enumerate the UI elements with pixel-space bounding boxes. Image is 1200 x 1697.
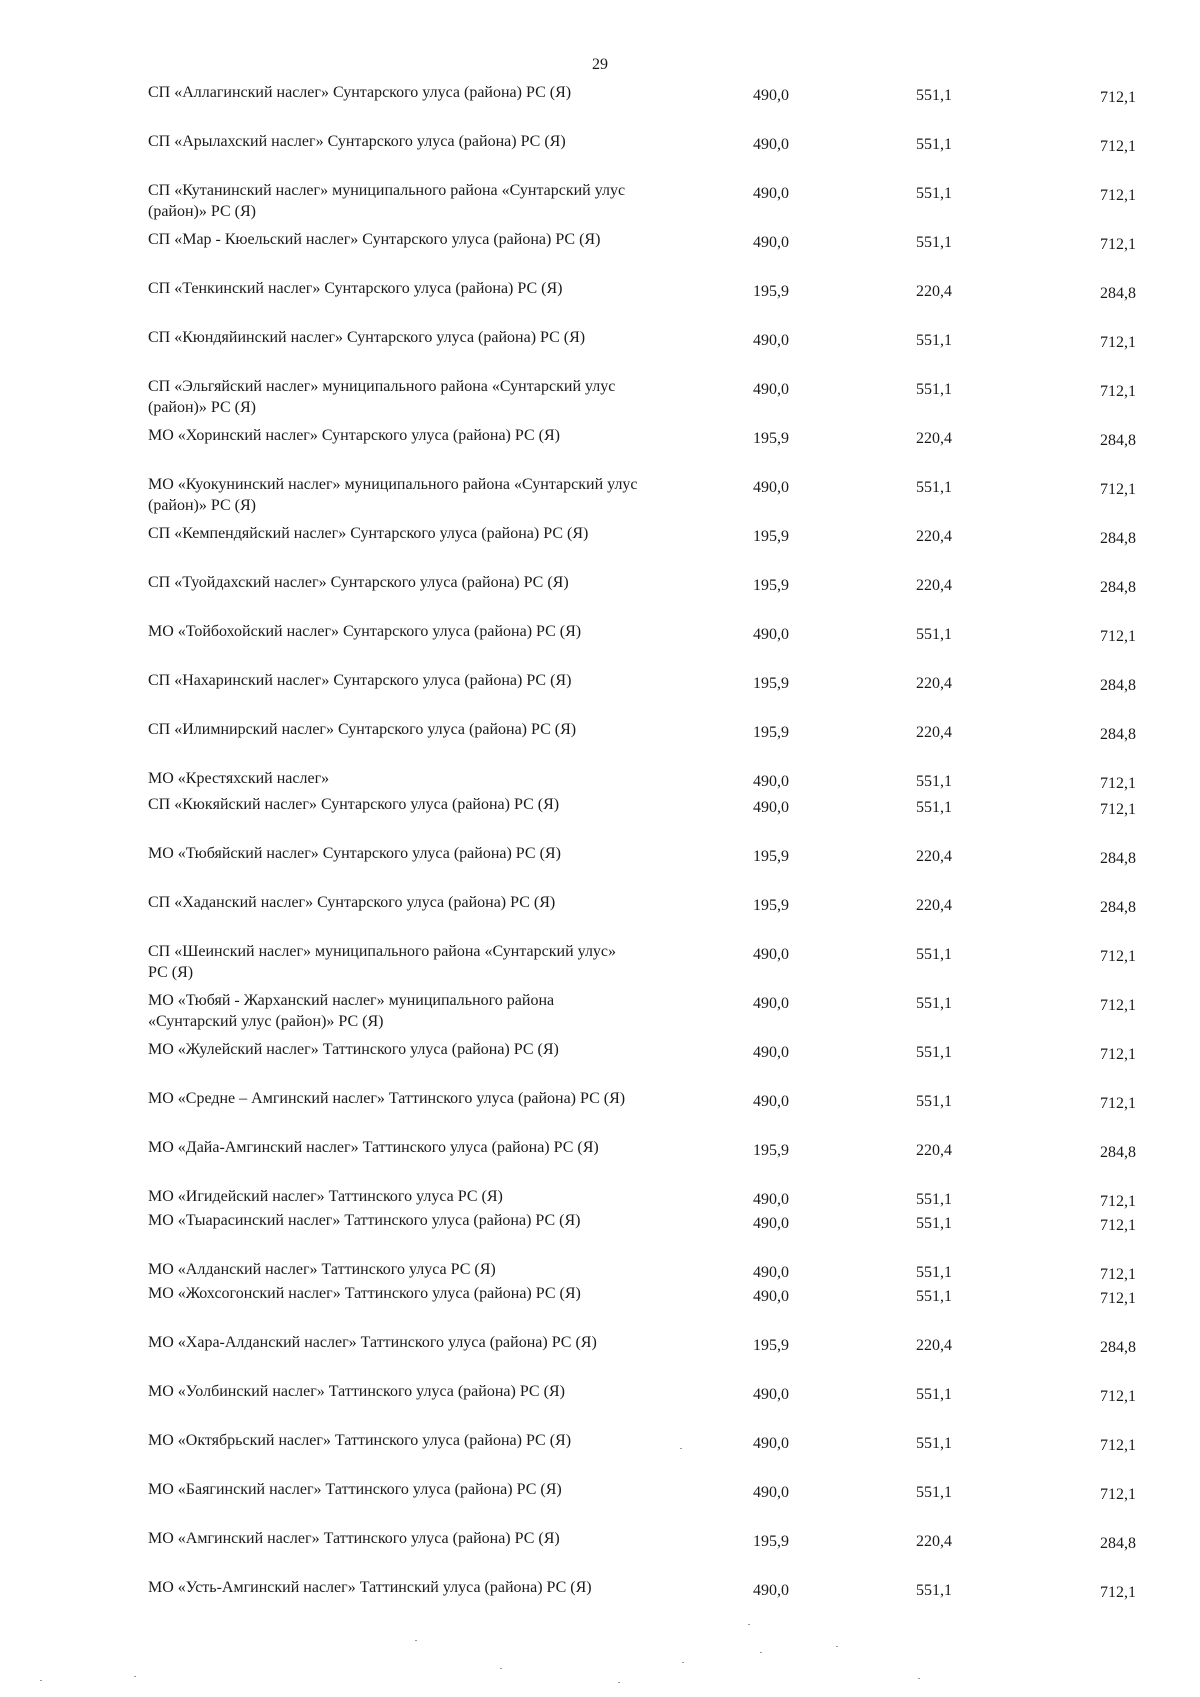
value-col-1: 490,0 xyxy=(753,381,789,398)
settlement-name: СП «Кутанинский наслег» муниципального района «Сунтарский улус (район)» РС (Я) xyxy=(148,182,626,220)
value-col-3: 712,1 xyxy=(1100,1046,1136,1063)
settlement-name: СП «Тенкинский наслег» Сунтарского улуса (района) РС (Я) xyxy=(148,280,563,297)
value-col-3: 712,1 xyxy=(1100,1217,1136,1234)
value-col-1: 490,0 xyxy=(753,626,789,643)
settlement-name: СП «Нахаринский наслег» Сунтарского улуса (района) РС (Я) xyxy=(148,672,572,689)
value-col-1: 490,0 xyxy=(753,1435,789,1452)
settlement-name: СП «Аллагинский наслег» Сунтарского улуса (района) РС (Я) xyxy=(148,84,572,101)
value-col-3: 712,1 xyxy=(1100,187,1136,204)
settlement-name: МО «Игидейский наслег» Таттинского улуса РС (Я) xyxy=(148,1188,503,1205)
settlement-name: СП «Эльгяйский наслег» муниципального района «Сунтарский улус (район)» РС (Я) xyxy=(148,378,616,416)
settlement-name: МО «Октябрьский наслег» Таттинского улуса (района) РС (Я) xyxy=(148,1432,572,1449)
value-col-1: 195,9 xyxy=(753,430,789,447)
settlement-name: МО «Крестяхский наслег» xyxy=(148,770,330,787)
settlement-name: СП «Мар - Кюельский наслег» Сунтарского улуса (района) РС (Я) xyxy=(148,231,601,248)
value-col-2: 551,1 xyxy=(916,1582,952,1599)
value-col-2: 551,1 xyxy=(916,799,952,816)
settlement-name: СП «Туойдахский наслег» Сунтарского улуса (района) РС (Я) xyxy=(148,574,569,591)
value-col-3: 284,8 xyxy=(1100,432,1136,449)
value-col-1: 490,0 xyxy=(753,234,789,251)
value-col-3: 712,1 xyxy=(1100,1290,1136,1307)
value-col-3: 284,8 xyxy=(1100,285,1136,302)
value-col-1: 195,9 xyxy=(753,1142,789,1159)
value-col-2: 220,4 xyxy=(916,675,952,692)
settlement-name: МО «Средне – Амгинский наслег» Таттинского улуса (района) РС (Я) xyxy=(148,1090,626,1107)
value-col-2: 551,1 xyxy=(916,1044,952,1061)
value-col-2: 551,1 xyxy=(916,479,952,496)
value-col-3: 712,1 xyxy=(1100,801,1136,818)
value-col-1: 195,9 xyxy=(753,283,789,300)
value-col-2: 551,1 xyxy=(916,381,952,398)
value-col-3: 712,1 xyxy=(1100,138,1136,155)
value-col-3: 284,8 xyxy=(1100,850,1136,867)
value-col-1: 195,9 xyxy=(753,675,789,692)
value-col-3: 712,1 xyxy=(1100,89,1136,106)
settlement-name: МО «Алданский наслег» Таттинского улуса РС (Я) xyxy=(148,1261,496,1278)
value-col-1: 195,9 xyxy=(753,528,789,545)
value-col-2: 220,4 xyxy=(916,430,952,447)
settlement-name: СП «Илимнирский наслег» Сунтарского улуса (района) РС (Я) xyxy=(148,721,577,738)
settlement-name: МО «Тойбохойский наслег» Сунтарского улуса (района) РС (Я) xyxy=(148,623,582,640)
value-col-1: 195,9 xyxy=(753,1533,789,1550)
value-col-3: 712,1 xyxy=(1100,997,1136,1014)
value-col-3: 284,8 xyxy=(1100,579,1136,596)
value-col-3: 712,1 xyxy=(1100,1193,1136,1210)
value-col-1: 490,0 xyxy=(753,1288,789,1305)
settlement-name: МО «Уолбинский наслег» Таттинского улуса (района) РС (Я) xyxy=(148,1383,565,1400)
settlement-name: СП «Кемпендяйский наслег» Сунтарского улуса (района) РС (Я) xyxy=(148,525,589,542)
value-col-2: 220,4 xyxy=(916,1533,952,1550)
value-col-1: 195,9 xyxy=(753,848,789,865)
settlement-name: МО «Баягинский наслег» Таттинского улуса (района) РС (Я) xyxy=(148,1481,562,1498)
settlement-name: МО «Амгинский наслег» Таттинского улуса (района) РС (Я) xyxy=(148,1530,560,1547)
value-col-3: 284,8 xyxy=(1100,1535,1136,1552)
value-col-1: 490,0 xyxy=(753,1484,789,1501)
value-col-1: 490,0 xyxy=(753,946,789,963)
value-col-2: 551,1 xyxy=(916,87,952,104)
value-col-2: 551,1 xyxy=(916,946,952,963)
settlement-name: СП «Кюкяйский наслег» Сунтарского улуса (района) РС (Я) xyxy=(148,796,560,813)
value-col-2: 220,4 xyxy=(916,848,952,865)
value-col-3: 712,1 xyxy=(1100,1388,1136,1405)
value-col-1: 490,0 xyxy=(753,185,789,202)
settlement-name: МО «Хоринский наслег» Сунтарского улуса (района) РС (Я) xyxy=(148,427,560,444)
value-col-2: 220,4 xyxy=(916,1337,952,1354)
value-col-3: 712,1 xyxy=(1100,481,1136,498)
value-col-3: 284,8 xyxy=(1100,899,1136,916)
settlement-name: СП «Шеинский наслег» муниципального района «Сунтарский улус» РС (Я) xyxy=(148,943,617,981)
value-col-1: 490,0 xyxy=(753,773,789,790)
value-col-1: 490,0 xyxy=(753,479,789,496)
value-col-1: 195,9 xyxy=(753,1337,789,1354)
value-col-3: 712,1 xyxy=(1100,1437,1136,1454)
value-col-1: 490,0 xyxy=(753,87,789,104)
value-col-3: 712,1 xyxy=(1100,628,1136,645)
value-col-1: 490,0 xyxy=(753,332,789,349)
value-col-2: 551,1 xyxy=(916,332,952,349)
settlement-name: МО «Дайа-Амгинский наслег» Таттинского улуса (района) РС (Я) xyxy=(148,1139,599,1156)
settlement-name: МО «Жулейский наслег» Таттинского улуса (района) РС (Я) xyxy=(148,1041,559,1058)
value-col-3: 284,8 xyxy=(1100,677,1136,694)
settlement-name: МО «Усть-Амгинский наслег» Таттинский улуса (района) РС (Я) xyxy=(148,1579,592,1596)
settlement-name: МО «Тыарасинский наслег» Таттинского улуса (района) РС (Я) xyxy=(148,1212,581,1229)
value-col-1: 195,9 xyxy=(753,724,789,741)
value-col-2: 220,4 xyxy=(916,577,952,594)
settlement-name: СП «Кюндяйинский наслег» Сунтарского улуса (района) РС (Я) xyxy=(148,329,586,346)
value-col-2: 551,1 xyxy=(916,1484,952,1501)
value-col-2: 551,1 xyxy=(916,995,952,1012)
value-col-3: 712,1 xyxy=(1100,948,1136,965)
value-col-3: 712,1 xyxy=(1100,1095,1136,1112)
settlement-name: МО «Тюбяй - Жарханский наслег» муниципального района «Сунтарский улус (район)» РС (Я) xyxy=(148,992,555,1030)
value-col-3: 712,1 xyxy=(1100,334,1136,351)
value-col-3: 284,8 xyxy=(1100,1144,1136,1161)
value-col-2: 220,4 xyxy=(916,528,952,545)
settlement-name: МО «Жохсогонский наслег» Таттинского улуса (района) РС (Я) xyxy=(148,1285,581,1302)
settlement-name: МО «Хара-Алданский наслег» Таттинского улуса (района) РС (Я) xyxy=(148,1334,597,1351)
value-col-2: 551,1 xyxy=(916,136,952,153)
value-col-3: 712,1 xyxy=(1100,775,1136,792)
settlement-name: СП «Хаданский наслег» Сунтарского улуса (района) РС (Я) xyxy=(148,894,556,911)
settlement-name: СП «Арылахский наслег» Сунтарского улуса (района) РС (Я) xyxy=(148,133,566,150)
value-col-2: 551,1 xyxy=(916,1093,952,1110)
value-col-1: 490,0 xyxy=(753,1215,789,1232)
value-col-2: 551,1 xyxy=(916,1191,952,1208)
value-col-2: 220,4 xyxy=(916,283,952,300)
value-col-3: 284,8 xyxy=(1100,1339,1136,1356)
value-col-1: 490,0 xyxy=(753,799,789,816)
value-col-3: 712,1 xyxy=(1100,1266,1136,1283)
value-col-2: 551,1 xyxy=(916,1435,952,1452)
value-col-2: 551,1 xyxy=(916,1264,952,1281)
value-col-2: 551,1 xyxy=(916,1215,952,1232)
value-col-1: 490,0 xyxy=(753,1093,789,1110)
value-col-3: 284,8 xyxy=(1100,726,1136,743)
value-col-2: 551,1 xyxy=(916,185,952,202)
value-col-3: 712,1 xyxy=(1100,383,1136,400)
value-col-1: 490,0 xyxy=(753,1191,789,1208)
value-col-1: 490,0 xyxy=(753,1044,789,1061)
value-col-3: 712,1 xyxy=(1100,236,1136,253)
value-col-2: 551,1 xyxy=(916,626,952,643)
settlement-name: МО «Тюбяйский наслег» Сунтарского улуса (района) РС (Я) xyxy=(148,845,561,862)
value-col-3: 284,8 xyxy=(1100,530,1136,547)
value-col-2: 551,1 xyxy=(916,773,952,790)
value-col-2: 551,1 xyxy=(916,234,952,251)
value-col-1: 490,0 xyxy=(753,1264,789,1281)
value-col-1: 490,0 xyxy=(753,1386,789,1403)
settlement-name: МО «Куокунинский наслег» муниципального района «Сунтарский улус (район)» РС (Я) xyxy=(148,476,638,514)
value-col-3: 712,1 xyxy=(1100,1486,1136,1503)
value-col-2: 551,1 xyxy=(916,1386,952,1403)
value-col-2: 220,4 xyxy=(916,1142,952,1159)
value-col-2: 220,4 xyxy=(916,724,952,741)
value-col-2: 220,4 xyxy=(916,897,952,914)
value-col-1: 490,0 xyxy=(753,1582,789,1599)
value-col-1: 490,0 xyxy=(753,995,789,1012)
value-col-1: 490,0 xyxy=(753,136,789,153)
value-col-1: 195,9 xyxy=(753,897,789,914)
page-number: 29 xyxy=(592,56,608,73)
value-col-3: 712,1 xyxy=(1100,1584,1136,1601)
value-col-2: 551,1 xyxy=(916,1288,952,1305)
value-col-1: 195,9 xyxy=(753,577,789,594)
